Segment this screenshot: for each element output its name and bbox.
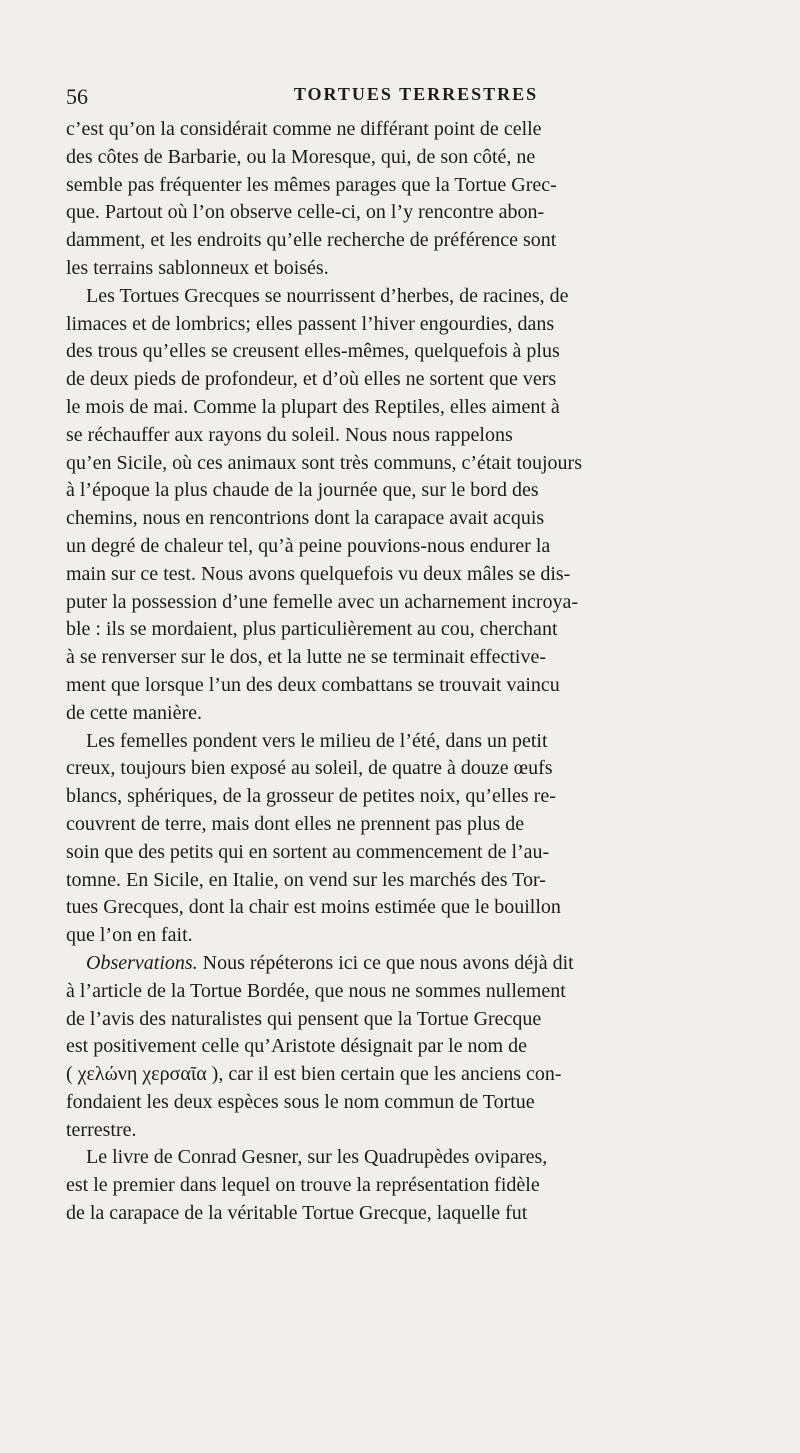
text-line: Le livre de Conrad Gesner, sur les Quadrupèdes ovipares, — [86, 1146, 548, 1169]
observations-line — [66, 950, 766, 978]
text-line: creux, toujours bien exposé au soleil, de quatre à douze œufs — [66, 757, 553, 780]
text-line: est positivement celle qu’Aristote désignait par le nom de — [66, 1035, 527, 1058]
text-line: puter la possession d’une femelle avec un acharnement incroya- — [66, 590, 579, 613]
text-line: ment que lorsque l’un des deux combattans se trouvait vaincu — [66, 673, 560, 696]
text-line: tomne. En Sicile, en Italie, on vend sur les marchés des Tor- — [66, 868, 546, 891]
text-line: main sur ce test. Nous avons quelquefois vu deux mâles se dis- — [66, 562, 571, 585]
text-line: de cette manière. — [66, 701, 203, 724]
text-line: Les Tortues Grecques se nourrissent d’herbes, de racines, de — [86, 284, 569, 307]
text-line: c’est qu’on la considérait comme ne différant point de celle — [66, 118, 542, 140]
text-line: un degré de chaleur tel, qu’à peine pouvions-nous endurer la — [66, 534, 551, 557]
page-header — [66, 84, 766, 114]
text-line: à se renverser sur le dos, et la lutte ne se terminait effective- — [66, 646, 546, 669]
running-head: TORTUES TERRESTRES — [293, 84, 539, 104]
text-line: de la carapace de la véritable Tortue Grecque, laquelle fut — [66, 1202, 528, 1225]
text-line: couvrent de terre, mais dont elles ne prennent pas plus de — [66, 812, 525, 835]
text-line: terrestre. — [66, 1118, 137, 1141]
text-line: soin que des petits qui en sortent au commencement de l’au- — [66, 840, 550, 863]
body-text — [66, 116, 766, 1228]
observations-label: Observations. — [86, 951, 198, 974]
text-line: Nous répéterons ici ce que nous avons déjà dit — [202, 951, 574, 974]
text-line: limaces et de lombrics; elles passent l’hiver engourdies, dans — [66, 312, 555, 335]
text-line: des côtes de Barbarie, ou la Moresque, qui, de son côté, ne — [66, 145, 536, 168]
text-line: à l’époque la plus chaude de la journée que, sur le bord des — [66, 479, 539, 502]
text-line: de deux pieds de profondeur, et d’où elles ne sortent que vers — [66, 368, 557, 391]
text-line: de l’avis des naturalistes qui pensent que la Tortue Grecque — [66, 1007, 542, 1030]
text-line: qu’en Sicile, où ces animaux sont très communs, c’était toujours — [66, 451, 582, 474]
text-line: les terrains sablonneux et boisés. — [66, 256, 329, 279]
text-line: est le premier dans lequel on trouve la représentation fidèle — [66, 1174, 540, 1197]
text-line: damment, et les endroits qu’elle recherche de préférence sont — [66, 229, 557, 252]
text-line: semble pas fréquenter les mêmes parages que la Tortue Grec- — [66, 173, 557, 196]
text-line: se réchauffer aux rayons du soleil. Nous nous rappelons — [66, 423, 513, 446]
text-line: fondaient les deux espèces sous le nom commun de Tortue — [66, 1090, 535, 1113]
text-line: à l’article de la Tortue Bordée, que nous ne sommes nullement — [66, 979, 566, 1002]
text-line: que l’on en fait. — [66, 924, 193, 947]
page-number: 56 — [66, 84, 88, 109]
text-line: tues Grecques, dont la chair est moins estimée que le bouillon — [66, 896, 561, 919]
text-line: Les femelles pondent vers le milieu de l’été, dans un petit — [86, 729, 548, 752]
text-line: chemins, nous en rencontrions dont la carapace avait acquis — [66, 507, 545, 530]
text-line: ( χελώνη χερσαῖα ), car il est bien certain que les anciens con- — [66, 1063, 562, 1086]
text-line: blancs, sphériques, de la grosseur de petites noix, qu’elles re- — [66, 785, 556, 808]
text-line: ble : ils se mordaient, plus particulièrement au cou, cherchant — [66, 618, 558, 641]
text-line: que. Partout où l’on observe celle-ci, on l’y rencontre abon- — [66, 201, 545, 224]
text-line: des trous qu’elles se creusent elles-mêmes, quelquefois à plus — [66, 340, 560, 363]
text-line: le mois de mai. Comme la plupart des Reptiles, elles aiment à — [66, 395, 560, 418]
